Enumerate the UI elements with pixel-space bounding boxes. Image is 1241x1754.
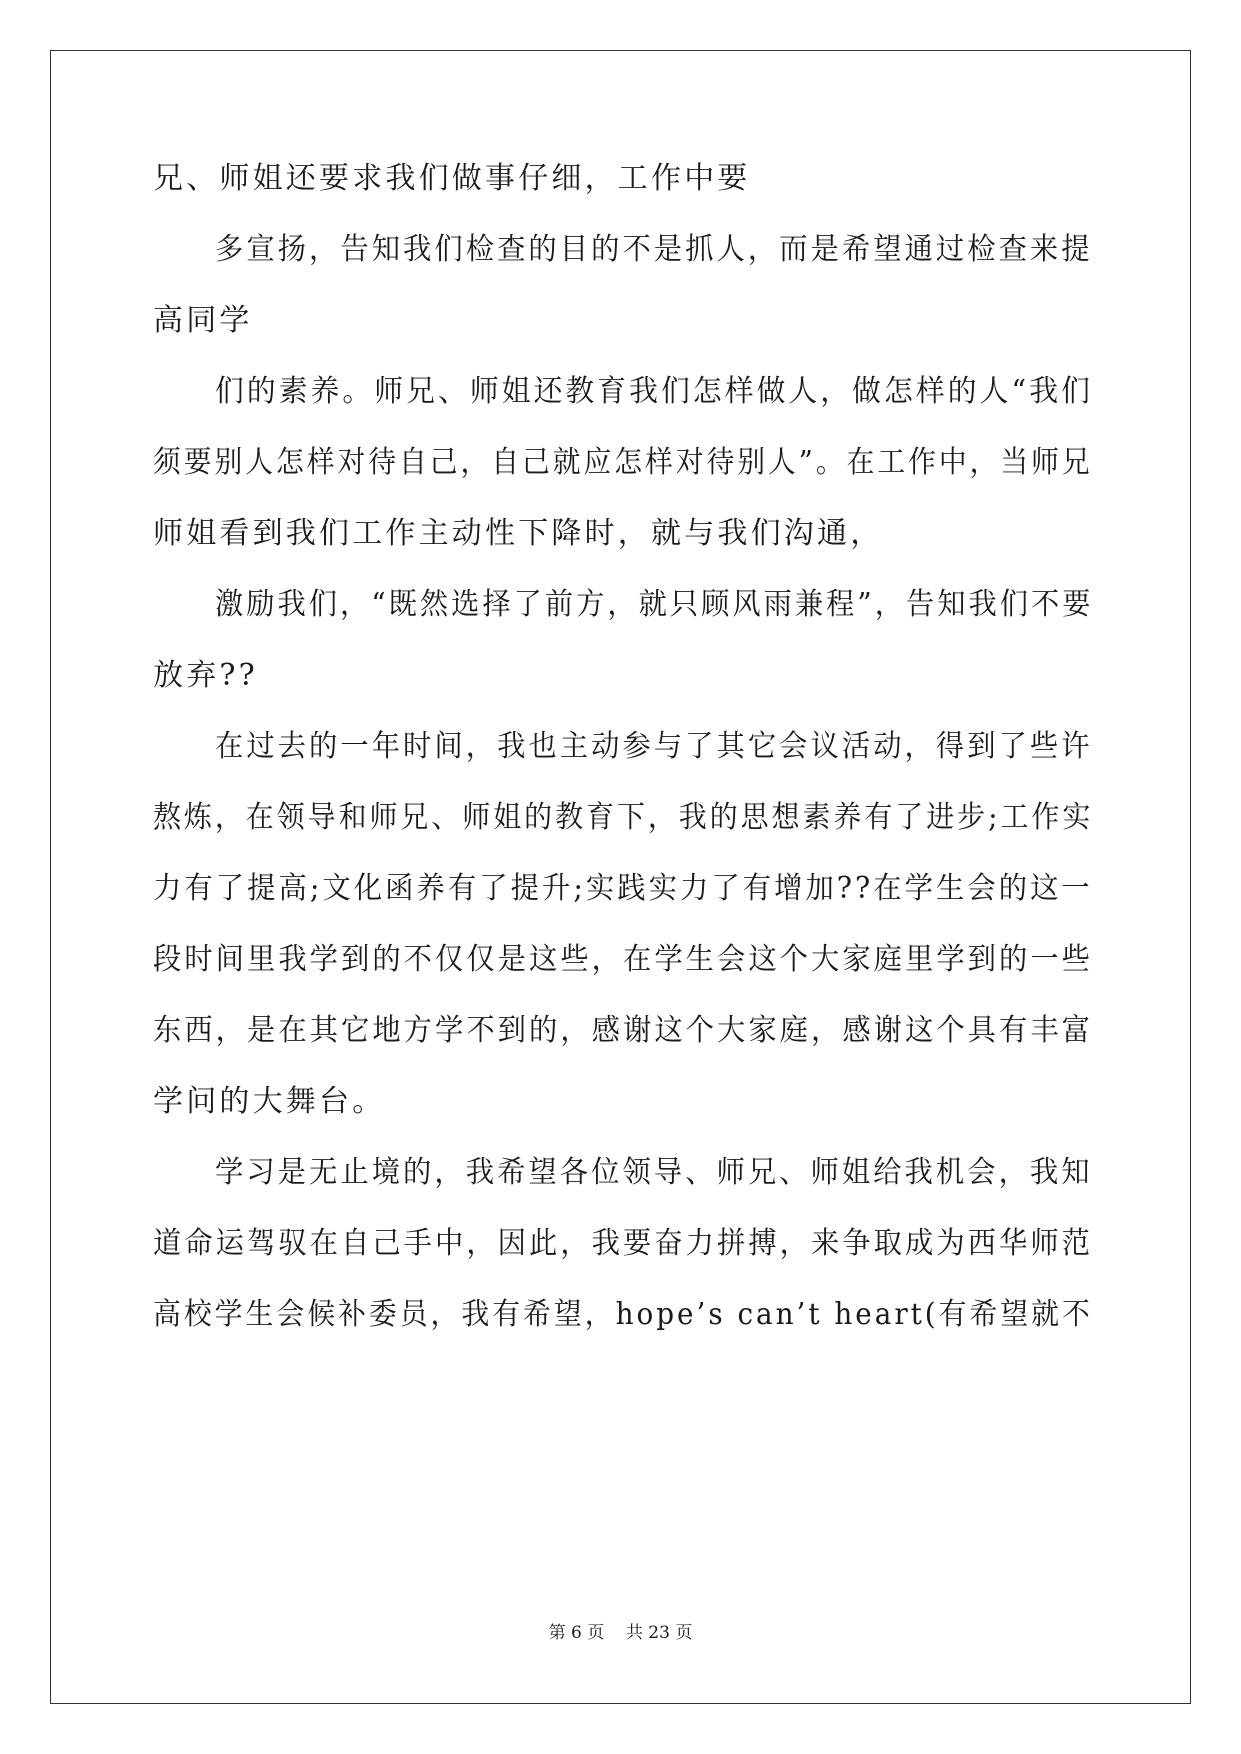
- text-line: 师姐看到我们工作主动性下降时，就与我们沟通，: [153, 516, 884, 551]
- page-number-label: 第 6 页 共 23 页: [548, 1623, 693, 1643]
- text-line: 力有了提高;文化函养有了提升;实践实力了有增加??在学生会的这一: [153, 871, 1093, 906]
- text-line: 高同学: [153, 303, 253, 338]
- text-line: 熬炼，在领导和师兄、师姐的教育下，我的思想素养有了进步;工作实: [153, 800, 1094, 835]
- text-line: 学问的大舞台。: [153, 1084, 386, 1119]
- text-line: 在过去的一年时间，我也主动参与了其它会议活动，得到了些许: [215, 729, 1093, 764]
- page-footer: [0, 1622, 1241, 1644]
- text-line: 须要别人怎样对待自己，自己就应怎样对待别人”。在工作中，当师兄: [153, 445, 1093, 480]
- text-line: 激励我们，“既然选择了前方，就只顾风雨兼程”，告知我们不要: [215, 587, 1094, 622]
- text-line: 学习是无止境的，我希望各位领导、师兄、师姐给我机会，我知: [215, 1155, 1093, 1190]
- text-line: 多宣扬，告知我们检查的目的不是抓人，而是希望通过检查来提: [215, 232, 1093, 267]
- text-line: 道命运驾驭在自己手中，因此，我要奋力拼搏，来争取成为西华师范: [153, 1226, 1093, 1261]
- text-line: 兄、师姐还要求我们做事仔细，工作中要: [153, 161, 751, 196]
- text-line: 们的素养。师兄、师姐还教育我们怎样做人，做怎样的人“我们: [215, 374, 1093, 409]
- text-line: 东西，是在其它地方学不到的，感谢这个大家庭，感谢这个具有丰富: [153, 1013, 1093, 1048]
- text-line: 放弃??: [153, 658, 258, 693]
- text-line: 高校学生会候补委员，我有希望，hope’s can’t heart(有希望就不: [153, 1297, 1093, 1332]
- text-line: 段时间里我学到的不仅仅是这些，在学生会这个大家庭里学到的一些: [153, 942, 1093, 977]
